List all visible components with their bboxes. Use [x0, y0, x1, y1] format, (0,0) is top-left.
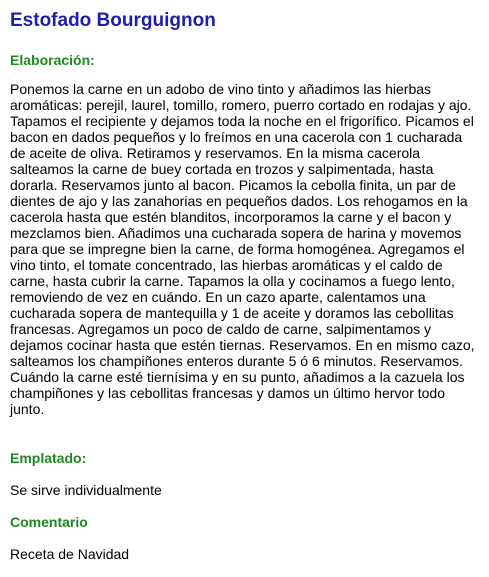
comentario-heading: Comentario [10, 514, 88, 530]
emplatado-text: Se sirve individualmente [10, 482, 162, 498]
emplatado-heading: Emplatado: [10, 450, 87, 466]
elaboracion-text: Ponemos la carne en un adobo de vino tinto y añadimos las hierbas aromáticas: perejil, laurel, tomillo, romero, puerro cortado en rodajas y ajo. Tapamos el recipiente y dejamos toda la noche en el frigorífico. Picamos el bacon en dados pequeños y lo freímos en una cacerola con 1 cucharada de aceite de oliva. Retiramos y reservamos. En la misma cacerola salteamos la carne de buey cortada en trozos y salpimentada, hasta dorarla. Reservamos junto al bacon. Picamos la cebolla finita, un par de dientes de ajo y las zanahorias en pequeños dados. Los rehogamos en la cacerola hasta que estén blanditos, incorporamos la carne y el bacon y mezclamos bien. Añadimos una cucharada sopera de harina y movemos para que se impregne bien la carne, de forma homogénea. Agregamos el vino tinto, el tomate concentrado, las hierbas aromáticas y el caldo de carne, hasta cubrir la carne. Tapamos la olla y cocinamos a fuego lento, removiendo de vez en cuándo. En un cazo aparte, calentamos una cucharada sopera de mantequilla y 1 de aceite y doramos las cebollitas francesas. Agregamos un poco de caldo de carne, salpimentamos y dejamos cocinar hasta que estén tiernas. Reservamos. En en mismo cazo, salteamos los champiñones enteros durante 5 ó 6 minutos. Reservamos. Cuándo la carne esté tiernísima y en su punto, añadimos a la cazuela los champiñones y las cebollitas francesas y damos un último hervor todo junto. [10, 81, 475, 417]
elaboracion-heading: Elaboración: [10, 52, 95, 68]
comentario-text: Receta de Navidad [10, 546, 130, 562]
recipe-title: Estofado Bourguignon [10, 10, 216, 31]
